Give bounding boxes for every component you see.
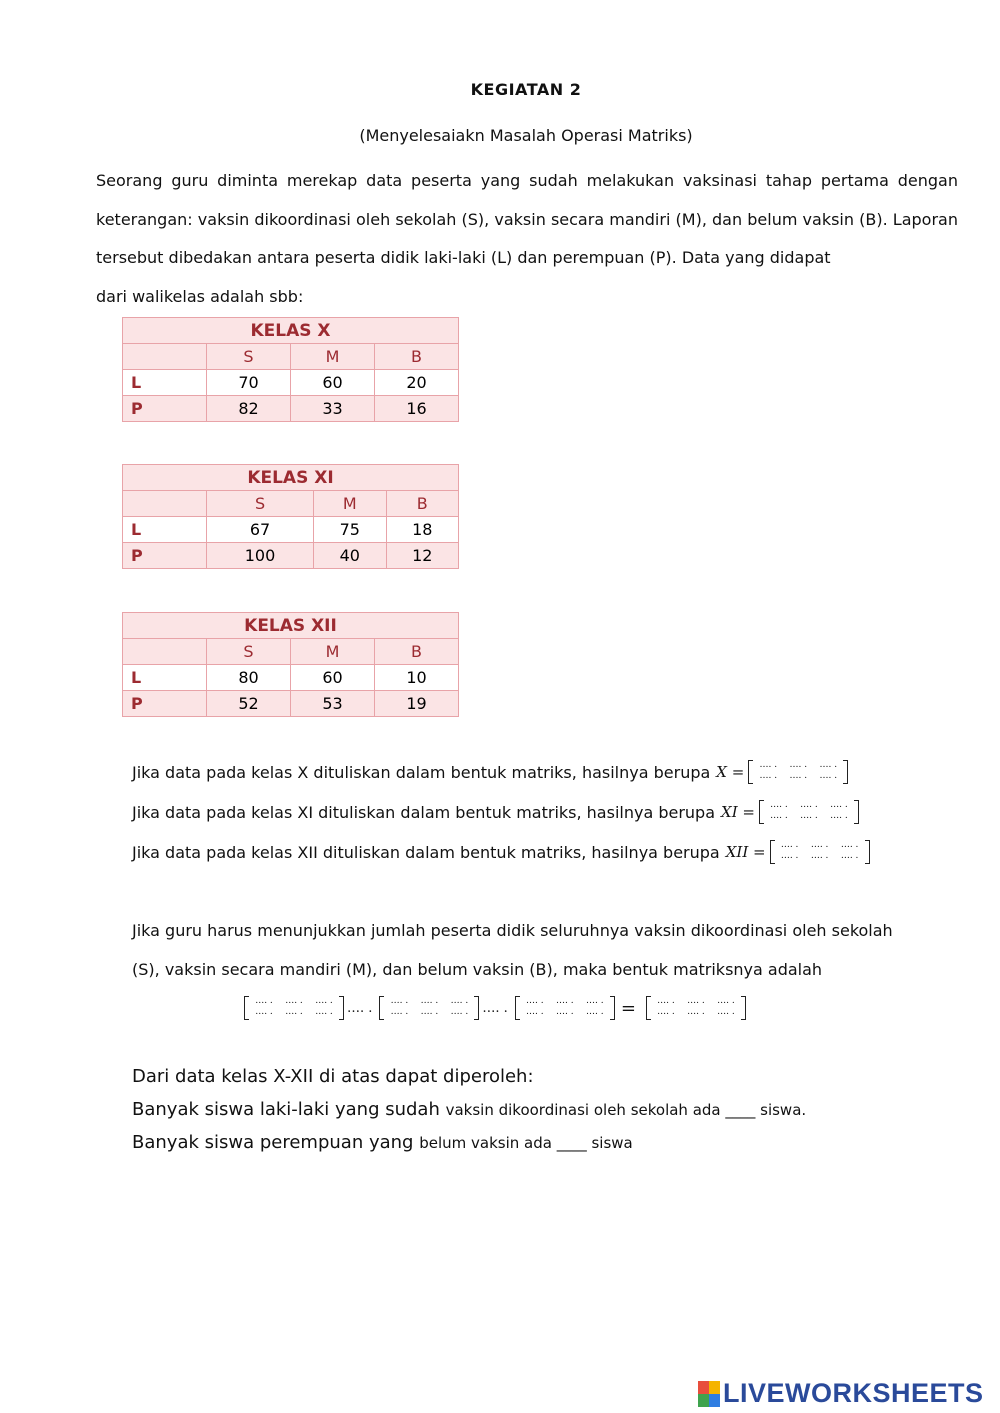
matrix-blank[interactable]: …. . <box>285 996 303 1006</box>
row-label: P <box>123 396 207 422</box>
matrix-blank[interactable]: …. . <box>770 800 788 810</box>
result-2-text: Banyak siswa perempuan yang <box>132 1132 420 1153</box>
question-kelas-xii <box>132 840 870 864</box>
matrix-blank[interactable]: …. . <box>255 996 273 1006</box>
column-header: B <box>375 639 459 665</box>
matrix-xii-answer[interactable] <box>770 840 870 864</box>
matrix-blank[interactable]: …. . <box>687 996 705 1006</box>
matrix-blank[interactable]: …. . <box>556 996 574 1006</box>
matrix-blank[interactable]: …. . <box>789 760 808 770</box>
total-text-last-line: (S), vaksin secara mandiri (M), dan belum vaksin (B), maka bentuk matriksnya adalah <box>132 959 823 979</box>
logo-text: LIVEWORKSHEETS <box>723 1378 984 1408</box>
page-title: KEGIATAN 2 <box>470 80 582 99</box>
matrix-blank[interactable]: …. . <box>586 1007 604 1017</box>
logo-square <box>698 1381 709 1394</box>
logo-square <box>709 1394 720 1407</box>
question-kelas-x <box>132 760 848 784</box>
table-title: KELAS XI <box>123 465 459 491</box>
matrix-term-2[interactable] <box>379 996 479 1020</box>
row-label: L <box>123 517 207 543</box>
table-corner <box>123 491 207 517</box>
matrix-x-answer[interactable] <box>748 760 848 784</box>
matrix-blank[interactable]: …. . <box>315 1007 333 1017</box>
column-header: M <box>291 639 375 665</box>
table-corner <box>123 344 207 370</box>
matrix-cells <box>384 996 474 1020</box>
table-corner <box>123 639 207 665</box>
column-header: M <box>314 491 386 517</box>
page-subtitle: (Menyelesaiakn Masalah Operasi Matriks) <box>359 126 693 145</box>
table-title: KELAS XII <box>123 613 459 639</box>
matrix-blank[interactable]: …. . <box>420 996 439 1006</box>
matrix-blank[interactable]: …. . <box>789 771 808 781</box>
matrix-cells <box>651 996 741 1020</box>
row-label: L <box>123 370 207 396</box>
table-cell: 60 <box>291 665 375 691</box>
matrix-blank[interactable]: …. . <box>759 760 778 770</box>
matrix-sum-equation <box>240 996 746 1020</box>
right-bracket <box>474 996 479 1020</box>
intro-paragraph <box>96 162 958 316</box>
total-text: Jika guru harus menunjukkan jumlah peserta didik seluruhnya vaksin dikoordinasi oleh sekolah <box>132 921 893 940</box>
matrix-blank[interactable]: …. . <box>450 996 469 1006</box>
matrix-blank[interactable]: …. . <box>759 771 778 781</box>
matrix-cells <box>520 996 610 1020</box>
table-cell: 53 <box>291 691 375 717</box>
result-1-answer-text[interactable]: vaksin dikoordinasi oleh sekolah ada ____ siswa. <box>445 1101 807 1119</box>
matrix-blank[interactable]: …. . <box>390 1007 409 1017</box>
matrix-blank[interactable]: …. . <box>819 771 838 781</box>
matrix-label: X = <box>716 763 745 781</box>
table-cell: 75 <box>314 517 386 543</box>
right-bracket <box>741 996 746 1020</box>
matrix-blank[interactable]: …. . <box>830 800 848 810</box>
table-cell: 67 <box>207 517 314 543</box>
matrix-cells <box>753 760 843 784</box>
table-kelas-xi <box>122 464 459 569</box>
matrix-blank[interactable]: …. . <box>526 1007 544 1017</box>
matrix-blank[interactable]: …. . <box>586 996 604 1006</box>
matrix-term-3[interactable] <box>515 996 615 1020</box>
total-paragraph <box>132 912 958 989</box>
matrix-blank[interactable]: …. . <box>450 1007 469 1017</box>
result-line-1 <box>132 1099 806 1120</box>
matrix-blank[interactable]: …. . <box>717 1007 735 1017</box>
right-bracket <box>843 760 848 784</box>
table-cell: 60 <box>291 370 375 396</box>
table-row <box>123 396 459 422</box>
matrix-blank[interactable]: …. . <box>687 1007 705 1017</box>
result-1-text: Banyak siswa laki-laki yang sudah <box>132 1099 446 1120</box>
matrix-blank[interactable]: …. . <box>420 1007 439 1017</box>
table-kelas-xii <box>122 612 459 717</box>
result-line-2 <box>132 1132 633 1153</box>
table-row <box>123 691 459 717</box>
table-cell: 18 <box>386 517 459 543</box>
matrix-blank[interactable]: …. . <box>556 1007 574 1017</box>
column-header: S <box>207 491 314 517</box>
liveworksheets-logo <box>698 1378 984 1409</box>
right-bracket <box>854 800 859 824</box>
table-cell: 20 <box>375 370 459 396</box>
operator-blank[interactable]: …. . <box>482 1000 508 1016</box>
matrix-cells <box>775 840 865 864</box>
matrix-blank[interactable]: …. . <box>810 840 829 850</box>
intro-text-last-line: dari walikelas adalah sbb: <box>96 286 304 306</box>
column-header: M <box>291 344 375 370</box>
question-text: Jika data pada kelas XII dituliskan dalam bentuk matriks, hasilnya berupa <box>132 842 720 862</box>
liveworksheets-mark-icon <box>698 1381 720 1407</box>
matrix-blank[interactable]: …. . <box>657 996 675 1006</box>
matrix-blank[interactable]: …. . <box>770 811 788 821</box>
table-cell: 70 <box>207 370 291 396</box>
column-header: B <box>375 344 459 370</box>
intro-text: Seorang guru diminta merekap data peserta yang sudah melakukan vaksinasi tahap pertama dengan keterangan: vaksin dikoordinasi oleh sekolah (S), vaksin secara mandiri (M), dan belum vaksin (B). Laporan tersebut dibedakan antara peserta didik laki-laki (L) dan perempuan (P). Data yang didapat <box>96 171 958 267</box>
matrix-result[interactable] <box>646 996 746 1020</box>
row-label: L <box>123 665 207 691</box>
row-label: P <box>123 543 207 569</box>
matrix-blank[interactable]: …. . <box>780 851 799 861</box>
table-cell: 82 <box>207 396 291 422</box>
matrix-blank[interactable]: …. . <box>830 811 848 821</box>
matrix-blank[interactable]: …. . <box>800 800 818 810</box>
question-text: Jika data pada kelas XI dituliskan dalam bentuk matriks, hasilnya berupa <box>132 802 716 822</box>
matrix-blank[interactable]: …. . <box>717 996 735 1006</box>
matrix-label: XI = <box>721 803 755 821</box>
matrix-blank[interactable]: …. . <box>390 996 409 1006</box>
matrix-blank[interactable]: …. . <box>255 1007 273 1017</box>
matrix-blank[interactable]: …. . <box>315 996 333 1006</box>
matrix-blank[interactable]: …. . <box>526 996 544 1006</box>
table-cell: 33 <box>291 396 375 422</box>
logo-square <box>709 1381 720 1394</box>
table-cell: 52 <box>207 691 291 717</box>
table-cell: 40 <box>314 543 386 569</box>
table-row <box>123 665 459 691</box>
table-cell: 10 <box>375 665 459 691</box>
matrix-label: XII = <box>725 843 766 861</box>
table-cell: 80 <box>207 665 291 691</box>
table-row <box>123 370 459 396</box>
matrix-cells <box>249 996 339 1020</box>
operator-blank[interactable]: …. . <box>347 1000 373 1016</box>
matrix-cells <box>764 800 854 824</box>
row-label: P <box>123 691 207 717</box>
table-cell: 16 <box>375 396 459 422</box>
column-header: S <box>207 344 291 370</box>
question-kelas-xi <box>132 800 859 824</box>
table-cell: 19 <box>375 691 459 717</box>
column-header: B <box>386 491 459 517</box>
matrix-blank[interactable]: …. . <box>800 811 818 821</box>
matrix-blank[interactable]: …. . <box>657 1007 675 1017</box>
right-bracket <box>339 996 344 1020</box>
matrix-blank[interactable]: …. . <box>840 840 859 850</box>
logo-square <box>698 1394 709 1407</box>
matrix-blank[interactable]: …. . <box>780 840 799 850</box>
table-row <box>123 517 459 543</box>
table-cell: 100 <box>207 543 314 569</box>
table-title: KELAS X <box>123 318 459 344</box>
right-bracket <box>865 840 870 864</box>
table-row <box>123 543 459 569</box>
matrix-term-1[interactable] <box>244 996 344 1020</box>
matrix-blank[interactable]: …. . <box>810 851 829 861</box>
matrix-blank[interactable]: …. . <box>819 760 838 770</box>
right-bracket <box>610 996 615 1020</box>
matrix-xi-answer[interactable] <box>759 800 859 824</box>
question-text: Jika data pada kelas X dituliskan dalam bentuk matriks, hasilnya berupa <box>132 762 711 782</box>
matrix-blank[interactable]: …. . <box>285 1007 303 1017</box>
table-kelas-x <box>122 317 459 422</box>
table-cell: 12 <box>386 543 459 569</box>
matrix-blank[interactable]: …. . <box>840 851 859 861</box>
result-heading: Dari data kelas X-XII di atas dapat diperoleh: <box>132 1066 534 1087</box>
equals-sign: = <box>620 997 636 1019</box>
column-header: S <box>207 639 291 665</box>
result-2-answer-text[interactable]: belum vaksin ada ____ siswa <box>419 1134 633 1152</box>
